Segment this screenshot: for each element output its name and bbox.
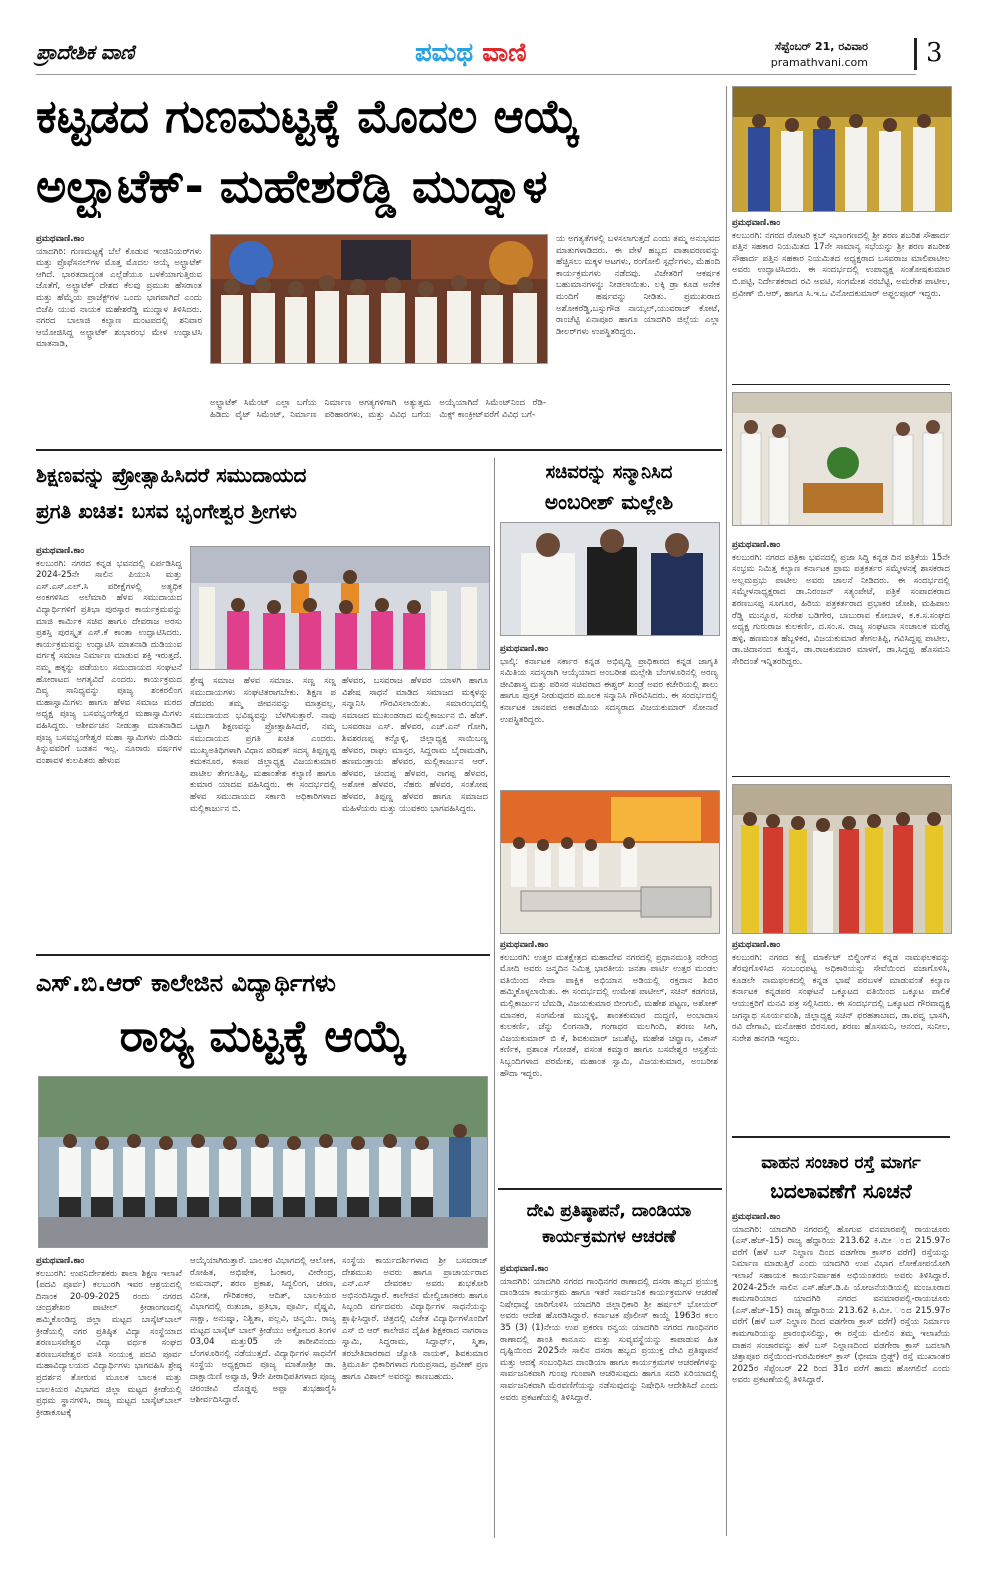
website-link[interactable]: pramathvani.com — [770, 56, 868, 69]
logo-part-1: ಪಮಥ — [415, 38, 474, 68]
traffic-article — [732, 1212, 950, 1530]
masthead-rule — [36, 74, 916, 75]
ambarish-article — [500, 644, 718, 780]
devi-headline-line-1: ದೇವಿ ಪ್ರತಿಷ್ಠಾಪನೆ, ದಾಂಡಿಯಾ — [526, 1201, 692, 1221]
sbr-text-col-2: ಆಯ್ಕೆಯಾಗಿರುತ್ತಾರೆ. ಬಾಲಕರ ವಿಭಾಗದಲ್ಲಿ ಆಲೋಕ, ರೋಹಿತ, ಅಭಿಷೇಕ, ಓಂಕಾರ, ವೀರೇಂದ್ರ, ಅಮನಾಥ್, ಶರಣ ಪ್ರಕಾಶ, ಸಿದ್ದಲಿಂಗ, ಚರಣ, ವಿನೀತ, ಗೌರಿಶಂಕರ, ಆದಿತ್, ಬಾಲಕಿಯರ ವಿಭಾಗದಲ್ಲಿ ರುತುಜಾ, ಪ್ರತಿಭಾ, ಪೂರ್ವಿ, ವೈಷ್ಣವಿ, ಸಾಕ್ಷಾ, ಅನುಷ್ಕಾ, ನಿಶ್ಚಿತಾ, ಪಲ್ಲವಿ, ಚಿನ್ಮಯಿ. ರಾಜ್ಯ ಮಟ್ಟದ ಬಾಸ್ಕೆಟ್ ಬಾಲ್ ಕ್ರೀಡೆಯು ಅಕ್ಟೋಬರ ತಿಂಗಳ 03,04 ಮತ್ತು05 ನೇ ತಾರೀಖಿನಂದು ಬೆಂಗಳೂರಿನಲ್ಲಿ ನಡೆಯುತ್ತದೆ. ವಿದ್ಯಾರ್ಥಿಗಳ ಸಾಧನೆಗೆ ಸಂಸ್ಥೆಯ ಅಧ್ಯಕ್ಷರಾದ ಪೂಜ್ಯ ಮಾತೋಶ್ರೀ ಡಾ. ದಾಕ್ಷಾಯಿಣಿ ಅವ್ವಾಜಿ, 9ನೇ ಪೀಠಾಧಿಪತಿಗಳಾದ ಪೂಜ್ಯ ಚಿರಂಜೀವಿ ದೊಡ್ಡಪ್ಪ ಅಪ್ಪಾ ಶುಭಹಾರೈಸಿ ಆಶೀರ್ವದಿಸಿದ್ದಾರೆ. — [190, 1256, 336, 1406]
page-number-divider — [914, 38, 917, 70]
kannada-photo[interactable] — [732, 784, 952, 934]
blood-donation-text: ಕಲಬುರಗಿ: ಉತ್ತರ ಮತಕ್ಷೇತ್ರದ ಮಹಾದೇವ ನಗರದಲ್ಲಿ ಪ್ರಧಾನಮಂತ್ರಿ ನರೇಂದ್ರ ಮೋದಿ ಅವರು ಜನ್ಮದಿನ ನಿಮಿತ್ತ ಭಾರತೀಯ ಜನತಾ ಪಾರ್ಟಿ ಉತ್ತರ ಮಂಡಲ ವತಿಯಿಂದ ಸೇವಾ ಪಾಕ್ಷಿಕ ಅಭಿಯಾನ ಅಡಿಯಲ್ಲಿ ರಕ್ತದಾನ ಶಿಬಿರ ಹಮ್ಮಿಕೊಳ್ಳಲಾಯಿತು. ಈ ಸಂದರ್ಭದಲ್ಲಿ ಉಮೇಶ ಪಾಟೀಲ್, ಸಚಿನ್ ಕಡಗಂಚಿ, ಮಲ್ಲಿಕಾರ್ಜುನ ಬೆಮಡಿ, ವಿಜಯಕುಮಾರ ಬೀಂಗುಲಿ, ಮಹೇಶ ಪಟ್ಟಣ, ಅಶೋಕ್ ಮಾನಕರ, ಸಂಗಮೇಶ ಮುನ್ನಳ್ಳಿ, ಶಾಂತಕುಮಾರ ದುದ್ದಣಿ, ಅಂಬಾದಾಸ ಕುಲಕರ್ಣಿ, ಚೆನ್ನು ಲಿಂಗನಾಡಿ, ಗಂಗಾಧರ ಮಲಗಿಂದಿ, ಶರಣು ಸೀಗಿ, ವಿಜಯಕುಮಾರ್ ಬಿ ಕೆ, ಶಿವಕುಮಾರ್ ಜಬಶೆಟ್ಟಿ, ಮಹೇಶ ಚವ್ಹಾಣ, ವಿಕಾಸ್ ಕರ್ಣಿಕ, ಪ್ರಶಾಂತ ಗೋಡಕೆ, ವಸಂತ ಕಮ್ಮಾರ ಹಾಗೂ ಬಸವೇಶ್ವರ ಆಸ್ಪತ್ರೆಯ ಸಿಬ್ಬಂದಿಗಳಾದ ಪರಮೇಶ, ಮಹಾಂತ ಸ್ವಾಮಿ, ವಿಜಯಕುಮಾರ, ಅಂಬರೀಶ ಹೌದಾ ಇದ್ದರು. — [500, 952, 718, 1079]
devi-text: ಯಾದಗಿರಿ: ಯಾದಗಿರಿ ನಗರದ ಗಾಂಧಿನಗರ ಠಾಣಾದಲ್ಲಿ ದಸರಾ ಹಬ್ಬದ ಪ್ರಯುಕ್ತ ದಾಂಡಿಯಾ ಕಾರ್ಯಕ್ರಮ ಹಾಗೂ ಇತರೆ ಸಾರ್ವಜನಿಕ ಕಾರ್ಯಕ್ರಮಗಳ ಆಚರಣೆ ನಿಷೇಧಾಜ್ಞೆ ಜಾರಿಗೊಳಿಸಿ ಯಾದಗಿರಿ ಜಿಲ್ಲಾಧಿಕಾರಿ ಶ್ರೀ ಹರ್ಷಲ್ ಭೋಯರ್ ಅವರು ಆದೇಶ ಹೊರಡಿಸಿದ್ದಾರೆ. ಕರ್ನಾಟಕ ಪೊಲೀಸ್ ಕಾಯ್ದೆ 1963ರ ಕಲಂ 35 (3) (1)ನೇಯ ಉಪ ಪ್ರಕರಣ ರನ್ವಯ ಯಾದಗಿರಿ ನಗರದ ಗಾಂಧಿನಗರ ಠಾಣಾದಲ್ಲಿ ಶಾಂತಿ ಕಾನೂನು ಮತ್ತು ಸುವ್ಯವಸ್ಥೆಯನ್ನು ಕಾಪಾಡುವ ಹಿತ ದೃಷ್ಟಿಯಿಂದ 2025ನೇ ಸಾಲಿನ ದಸರಾ ಹಬ್ಬದ ಪ್ರಯುಕ್ತ ದೇವಿ ಪ್ರತಿಷ್ಠಾಪನೆ ಮತ್ತು ಆದಕ್ಕೆ ಸಂಬಂಧಿಸಿದ ದಾಂಡಿಯಾ ಹಾಗೂ ಕಾರ್ಯಕ್ರಮಗಳ ಆಚರಣೆಗಳನ್ನು ಸಾರ್ವಜನಿಕವಾಗಿ ಗುಂಪು ಗುಂಪಾಗಿ ಆಚರಿಸುವುದು ಹಾಗೂ ಸದರಿ ಏರಿಯಾದಲ್ಲಿ ಸಾರ್ವಜನಿಕವಾಗಿ ಮೆರವಣಿಗೆಯನ್ನು ನಡೆಸುವುದನ್ನು ನಿಷೇಧಿಸಿ ಆದೇಶಿಸಿದೆ ಎಂದು ಅವರು ಪ್ರಕಟಣೆಯಲ್ಲಿ ತಿಳಿಸಿದ್ದಾರೆ. — [500, 1276, 718, 1403]
ambarish-photo[interactable] — [500, 522, 720, 636]
blood-donation-byline: ಪ್ರಮಥವಾಣಿ.ಕಾಂ — [500, 940, 549, 950]
education-bottom-rule — [36, 954, 490, 956]
education-headline-line-2: ಪ್ರಗತಿ ಖಚಿತ: ಬಸವ ಭೃಂಗೇಶ್ವರ ಶ್ರೀಗಳು — [36, 499, 297, 523]
kannada-bottom-rule — [732, 1136, 950, 1138]
column-divider-middle — [494, 458, 495, 1538]
lead-article-col-1 — [36, 234, 202, 438]
sbr-article-col-3 — [342, 1256, 488, 1532]
education-text-col-2: ಶ್ರೇಷ್ಠ ಸಮಾಜ ಹೆಳವ ಸಮಾಜ. ಸಣ್ಣ ಸಣ್ಣ ಸಮುದಾಯಗಳು ಸಂಘಟಿತರಾಗಬೇಕು. ಶಿಕ್ಷಣ ಪ ಡೆದವರು ತಮ್ಮ ಜೀವನವನ್ನು ಮಾತ್ರವಲ್ಲ, ಸಮುದಾಯದ ಭವಿಷ್ಯವನ್ನು ಬೆಳಗಿಸುತ್ತಾರೆ. ನಾವು ಒಟ್ಟಾಗಿ ಶಿಕ್ಷಣವನ್ನು ಪ್ರೋತ್ಸಾಹಿಸಿದರೆ, ನಮ್ಮ ಸಮುದಾಯದ ಪ್ರಗತಿ ಖಚಿತ ಎಂದರು. ಮುಖ್ಯಅತಿಥಿಗಳಾಗಿ ವಿಧಾನ ಪರಿಷತ್ ಸದಸ್ಯ ತಿಪ್ಪಣ್ಣಪ್ಪ ಕಮಕನೂರ, ಕಸಾಪ ಜಿಲ್ಲಾಧ್ಯಕ್ಷ ವಿಜಯಕುಮಾರ ಪಾಟೀಲ ತೇಗಲತಿಪ್ಪಿ, ಮಹಾಂತೇಶ ಕಲ್ಯಾಣಿ ಹಾಗೂ ಕುಮಾರ ಯಾದವ ವಹಿಸಿದ್ದರು. ಈ ಸಂದರ್ಭದಲ್ಲಿ ಹೆಳವ ಸಮುದಾಯದ ಸರ್ಕಾರಿ ಅಧಿಕಾರಿಗಳಾದ ಮಲ್ಲಿಕಾರ್ಜುನ ಬಿ. — [190, 676, 336, 814]
rotary-photo[interactable] — [732, 86, 952, 212]
lead-article-col-2 — [210, 398, 546, 438]
patrika-bottom-rule — [732, 776, 950, 777]
blood-donation-photo[interactable] — [500, 790, 720, 934]
blood-donation-bottom-rule — [498, 1188, 722, 1190]
column-divider-right — [726, 86, 727, 1536]
newspaper-logo[interactable] — [415, 38, 527, 69]
lead-photo[interactable] — [210, 234, 548, 364]
education-byline: ಪ್ರಮಥವಾಣಿ.ಕಾಂ — [36, 546, 85, 556]
sbr-headline-line-2: ರಾಜ್ಯ ಮಟ್ಟಕ್ಕೆ ಆಯ್ಕೆ — [119, 1011, 407, 1062]
patrika-photo[interactable] — [732, 392, 952, 526]
issue-date: ಸೆಪ್ಟೆಂಬರ್ 21, ರವಿವಾರ — [774, 40, 868, 53]
education-photo[interactable] — [190, 546, 490, 670]
sbr-text-col-1: ಕಲಬುರಗಿ: ಉಪನಿರ್ದೇಶಕರು ಶಾಲಾ ಶಿಕ್ಷಣ ಇಲಾಖೆ (ಪದವಿ ಪೂರ್ವ) ಕಲಬುರಗಿ ಇವರ ಆಶ್ರಯದಲ್ಲಿ ದಿನಾಂಕ 20-09-2025 ರಂದು ನಗರದ ಚಂದ್ರಶೇಖರ ಪಾಟೀಲ್ ಕ್ರೀಡಾಂಗಣದಲ್ಲಿ ಹಮ್ಮಿಕೊಂಡಿದ್ದ ಜಿಲ್ಲಾ ಮಟ್ಟದ ಬಾಸ್ಕೆಟ್‌ಬಾಲ್ ಕ್ರೀಡೆಯಲ್ಲಿ ನಗರ ಪ್ರತಿಷ್ಠಿತ ವಿದ್ಯಾ ಸಂಸ್ಥೆಯಾದ ಶರಣಬಸವೇಶ್ವರ ವಿದ್ಯಾ ವರ್ಧಕ ಸಂಘದ ಶರಣಬಸವೇಶ್ವರ ವಸತಿ ಸಂಯುಕ್ತ ಪದವಿ ಪೂರ್ವ ಮಹಾವಿದ್ಯಾಲಯದ ವಿದ್ಯಾರ್ಥಿಗಳು ಭಾಗವಹಿಸಿ ಶ್ರೇಷ್ಠ ಪ್ರದರ್ಶನ ತೋರುವ ಮೂಲಕ ಬಾಲಕ ಮತ್ತು ಬಾಲಕಿಯರ ವಿಭಾಗದ ಜಿಲ್ಲಾ ಮಟ್ಟದ ಕ್ರೀಡೆಯಲ್ಲಿ ಪ್ರಥಮ ಸ್ಥಾನಗಳಿಸಿ, ರಾಜ್ಯ ಮಟ್ಟದ ಬಾಸ್ಕೆಟ್‌ಬಾಲ್ ಕ್ರೀಡಾಕೂಟಕ್ಕೆ — [36, 1268, 182, 1418]
lead-byline: ಪ್ರಮಥವಾಣಿ.ಕಾಂ — [36, 234, 85, 244]
patrika-text: ಕಲಬುರಗಿ: ನಗರದ ಪತ್ರಿಕಾ ಭವನದಲ್ಲಿ ಪ್ರಜಾ ಸಿದ್ದಿ ಕನ್ನಡ ದಿನ ಪತ್ರಿಕೆಯ 15ನೇ ಸಂಭ್ರಮ ನಿಮಿತ್ತ ಕಲ್ಯಾಣ ಕರ್ನಾಟಕ ಪ್ರಾಮ ಪತ್ರಕರ್ತರ ಸಮ್ಮೇಳನಕ್ಕೆ ಶಾಸಕರಾದ ಅಲ್ಲಮಪ್ರಭು ಪಾಟೀಲ ಅವರು ಚಾಲನೆ ನೀಡಿದರು. ಈ ಸಂದರ್ಭದಲ್ಲಿ ಸಮ್ಮೇಳನಾಧ್ಯಕ್ಷರಾದ ಡಾ.ನಿರಂಜನ್ ಸತ್ಯಂಪೇಟೆ, ಪತ್ರಿಕೆ ಸಂಪಾದಕರಾದ ಶರಣಬಸಪ್ಪ ಸೂಗೂರ, ಹಿರಿಯ ಪತ್ರಕರ್ತರಾದ ಪ್ರಭಾಕರ ಜೋಶಿ, ಮಹಿಪಾಲ ರೆಡ್ಡಿ ಮುನ್ನೂರ, ಸುರೇಶ ಬಡಿಗೇರ, ಬಾಬುರಾವ ಕೋಬಾಳ, ಕ.ಕ.ಸ.ಸಂಘದ ಅಧ್ಯಕ್ಷ ಗುರುರಾಜ ಕುಲಕರ್ಣಿ, ದ.ಸಂ.ಸ. ರಾಜ್ಯ ಸಂಘಟನಾ ಸಂಚಾಲಕ ಮರೆಪ್ಪ ಹಳ್ಳಿ, ಹಣಮಂತ ಹೆಬ್ಬಳಿಕರ, ವಿಜಯಕುಮಾರ ತೇಗಲತಿಪ್ಪಿ, ಗವಿಸಿದ್ದಪ್ಪ ಪಾಟೀಲ, ಡಾ.ಚಿದಾನಂದ ಕುಡ್ಡನ, ಡಾ.ರಾಜಕುಮಾರ ಮಾಳಗೆ, ಡಾ.ಸಿದ್ದಪ್ಪ ಹೊಸಮನಿ ಸೇರಿದಂತೆ ಇನ್ನಿತರರಿದ್ದರು. — [732, 552, 950, 667]
lead-headline-line-2: ಅಲ್ಟ್ರಾಟೆಕ್- ಮಹೇಶರೆಡ್ಡಿ ಮುದ್ನಾಳ — [36, 159, 548, 213]
ambarish-headline-line-2: ಅಂಬರೀಶ್ ಮಲ್ಲೇಶಿ — [544, 490, 674, 514]
ambarish-text: ಭಾಲ್ಕಿ: ಕರ್ನಾಟಕ ಸರ್ಕಾರ ಕನ್ನಡ ಅಭಿವೃದ್ಧಿ ಪ್ರಾಧಿಕಾರದ ಕನ್ನಡ ಜಾಗೃತಿ ಸಮಿತಿಯ ಸದಸ್ಯರಾಗಿ ಆಯ್ಕೆಯಾದ ಅಂಬರೀಶ ಮಲ್ಲೇಶಿ ಬೆಂಗಳೂರಿನಲ್ಲಿ ಅರಣ್ಯ ಜೀವಿಶಾಸ್ತ್ರ ಮತ್ತು ಪರಿಸರ ಸಚಿವರಾದ ಈಶ್ವರ್ ಖಂಡ್ರೆ ಅವರ ಕಚೇರಿಯಲ್ಲಿ ಶಾಲು ಹಾಗೂ ಪುಸ್ತಕ ನೀಡುವುದರ ಮೂಲಕ ಸನ್ಮಾನಿಸಿ ಗೌರವಿಸಿದರು. ಈ ಸಂದರ್ಭದಲ್ಲಿ ಕರ್ನಾಟಕ ಜಾನಪದ ಅಕಾಡೆಮಿಯ ಸದಸ್ಯರಾದ ವಿಜಯಕುಮಾರ್ ಸೋನಾರೆ ಉಪಸ್ಥಿತರಿದ್ದರು. — [500, 656, 718, 725]
rotary-byline: ಪ್ರಮಥವಾಣಿ.ಕಾಂ — [732, 218, 781, 228]
devi-article — [500, 1264, 718, 1532]
kannada-byline: ಪ್ರಮಥವಾಣಿ.ಕಾಂ — [732, 940, 781, 950]
page-number: 3 — [926, 38, 943, 68]
rotary-article — [732, 218, 950, 380]
logo-part-2: ವಾಣಿ — [482, 38, 527, 68]
traffic-text: ಯಾದಗಿರಿ: ಯಾದಗಿರಿ ನಗರದಲ್ಲಿ ಹೊಗುವ ವನಮಾರಪಲ್ಲಿ ರಾಯಚೂರು (ಎಸ್.ಹೆಚ್-15) ರಾಜ್ಯ ಹೆದ್ದಾರಿಯ 213.62 ಕಿ.ಮೀ ಂದ 215.97ರ ವರೆಗೆ (ಹಳೆ ಬಸ್ ನಿಲ್ದಾಣ ದಿಂದ ವಡಗೇರಾ ಕ್ರಾಸ್‌ರ ವರೆಗೆ) ರಸ್ತೆಯನ್ನು ನಿರ್ಮಾಣ ಮಾಡುತ್ತಿರೆ ಎಂದು ಯಾದಗಿರಿ ಉಪ ವಿಭಾಗ ಲೋಕೋಪಯೋಗಿ ಇಲಾಖೆ ಸಹಾಯಕ ಕಾರ್ಯನಿರ್ವಾಹಕ ಅಭಿಯಂತರರು ಅವರು ತಿಳಿಸಿದ್ದಾರೆ. 2024-25ನೇ ಸಾಲಿನ ಎಸ್.ಹೆಚ್.ಡಿ.ಪಿ ಯೋಜನೆಯಡಿಯಲ್ಲಿ ಮಂಜೂರಾದ ಕಾಮಗಾರಿಯಾದ ಯಾದಗಿರಿ ನಗರದ ವನಮಾರಪಲ್ಲಿ-ರಾಯಚೂರು (ಎಸ್.ಹೆಚ್-15) ರಾಜ್ಯ ಹೆದ್ದಾರಿಯ 213.62 ಕಿ.ಮೀ. ಂದ 215.97ರ ವರೆಗೆ (ಹಳೆ ಬಸ್ ನಿಲ್ದಾಣ ದಿಂದ ವಡಗೇರಾ ಕ್ರಾಸ್ ವರೆಗೆ) ರಸ್ತೆಯ ನಿರ್ಮಾಣ ಕಾಮಗಾರಿಯನ್ನು ಪ್ರಾರಂಭಿಸಲಿದ್ದು, ಈ ರಸ್ತೆಯ ಮೇಲಿನ ತಮ್ಮ ಇಲಾಖೆಯ ವಾಹನ ಸಂಚಾರವನ್ನು ಹಳೆ ಬಸ್ ನಿಲ್ದಾಣದಿಂದ ವಡಗೇರಾ ಕ್ರಾಸ್ ಬದಲಾಗಿ ಚಿತ್ತಾಪೂರ ರಸ್ತೆಯಿಂದ-ಗುರಮಿಠಕಲ್ ಕ್ರಾಸ್ (ಭೀಮಾ ಬ್ರಿಡ್ಜ್) ರಸ್ತೆ ಮುಖಾಂತರ 2025ರ ಸೆಪ್ಟೆಂಬರ್ 22 ರಿಂದ 31ರ ವರೆಗೆ ಹಾದು ಹೋಗಲಿದೆ ಎಂದು ಅವರು ಪ್ರಕಟಣೆಯಲ್ಲಿ ತಿಳಿಸಿದ್ದಾರೆ. — [732, 1224, 950, 1386]
rotary-bottom-rule — [732, 384, 950, 385]
lead-article-col-3 — [556, 234, 720, 438]
sbr-article-col-2 — [190, 1256, 336, 1532]
lead-headline-line-1: ಕಟ್ಟಡದ ಗುಣಮಟ್ಟಕ್ಕೆ ಮೊದಲ ಆಯ್ಕೆ — [36, 89, 580, 143]
patrika-article — [732, 540, 950, 772]
kannada-text: ಕಲಬುರಗಿ: ನಗರದ ಕಣ್ಣಿ ಮಾರ್ಕೆಟ್ ಬಿಲ್ಡಿಂಗ್‌ನ ಕನ್ನಡ ನಾಮಫಲಕವನ್ನು ತೆರವುಗೊಳಿಸಿದ ಸಂಬಂಧಪಟ್ಟ ಅಧಿಕಾರಿಯನ್ನು ಸೇವೆಯಿಂದ ವಜಾಗೊಳಿಸಿ, ಕೂಡಲೇ ನಾಮಫಲಕದಲ್ಲಿ ಕನ್ನಡ ಭಾಷೆ ಪರಬಳಕೆ ಮಾಡುವಂತೆ ಕಲ್ಯಾಣ ಕರ್ನಾಟಕ ಕನ್ನಡಪರ ಸಂಘಟನೆ ಒಕ್ಕೂಟದ ವತಿಯಿಂದ ಒಕ್ಕೂಟ ಪಾಲಿಕೆ ಆಯುಕ್ತರಿಗೆ ಮನವಿ ಪತ್ರ ಸಲ್ಲಿಸಿದರು. ಈ ಸಂದರ್ಭದಲ್ಲಿ ಒಕ್ಕೂಟದ ಗೌರವಾಧ್ಯಕ್ಷ ಜಗನ್ನಾಥ ಸೂರ್ಯವಂಶಿ, ಜಿಲ್ಲಾಧ್ಯಕ್ಷ ಸಚಿನ್ ಫರಹತಾಬಾದ, ಡಾ.ಪವ್ವ ಭಾಸಗಿ, ರವಿ ದೇಗಾವಿ, ಮನೋಹರ ಬಿರನೂರ, ಶರಣು ಹೊಸಮನಿ, ಆನಂದ, ಸುನೀಲ, ಸುರೇಶ ಹನಗಡಿ ಇದ್ದರು. — [732, 952, 950, 1044]
kannada-article — [732, 940, 950, 1120]
sbr-article-col-1 — [36, 1256, 182, 1532]
education-text-col-1: ಕಲಬುರಗಿ: ನಗರದ ಕನ್ನಡ ಭವನದಲ್ಲಿ ಏರ್ಪಡಿಸಿದ್ದ 2024-25ನೇ ಸಾಲಿನ ಪಿಯುಸಿ ಮತ್ತು ಎಸ್.ಎಸ್.ಎಲ್.ಸಿ ಪರೀಕ್ಷೆಗಳಲ್ಲಿ ಅತ್ಯಧಿಕ ಅಂಕಗಳಿಸಿದ ಅಲೆಮಾರಿ ಹೆಳವ ಸಮುದಾಯದ ವಿದ್ಯಾರ್ಥಿಗಳಿಗೆ ಪ್ರತಿಭಾ ಪುರಸ್ಕಾರ ಕಾರ್ಯಕ್ರಮವನ್ನು ಮಾಜಿ ಕಾರ್ಮಿಕ ಸಚಿವ ಹಾಗೂ ದೇವರಾಜ ಅರಸು ಪ್ರಶಸ್ತಿ ಪುರಸ್ಕೃತ ಎಸ್.ಕೆ ಕಾಂತಾ ಉದ್ಘಾಟಿಸಿದರು. ಕಾರ್ಯಕ್ರಮವನ್ನು ಉದ್ಘಾಟಿಸಿ ಮಾತನಾಡಿ ದುಡಿಯುವ ವರ್ಗಕ್ಕೆ ಸಮಾಜ ನಿರ್ಮಾಣ ಮಾಡುವ ಶಕ್ತಿ ಇರುತ್ತದೆ. ನಮ್ಮ ಹಕ್ಕನ್ನು ಪಡೆಯಲು ಸಮುದಾಯದ ಸಂಘಟನೆ ಹೋರಾಟದ ಅಗತ್ಯವಿದೆ ಎಂದರು. ಕಾರ್ಯಕ್ರಮದ ದಿವ್ಯ ಸಾನಿಧ್ಯವನ್ನು ಪೂಜ್ಯ ಶಂಕರಲಿಂಗ ಮಹಾಸ್ವಾಮಿಗಳು ಹಾಗೂ ಹೆಳವ ಸಮಾಜ ಮಠದ ಅಧ್ಯಕ್ಷ ಪೂಜ್ಯ ಬಸವಭೃಂಗೇಶ್ವರ ಮಹಾಸ್ವಾಮಿಗಳು ವಹಿಸಿದ್ದರು. ಆಶೀರ್ವಚನ ನೀಡುತ್ತಾ ಮಾತನಾಡಿದ ಪೂಜ್ಯ ಬಸವಭೃಂಗೇಶ್ವರ ಮಹಾ ಸ್ವಾಮಿಗಳು ದುಡಿದು ತಿನ್ನುವವರಿಗೆ ಬಡತನ ಇಲ್ಲ. ನೂರಾರು ವರ್ಷಗಳ ವಂಶಾವಳಿ ಕುಲಪಿತರು ಹೇಳುವ — [36, 558, 182, 766]
education-article-col-1 — [36, 546, 182, 942]
education-text-col-3: ಹೆಳವರ, ಬಸವರಾಜ ಹೆಳವರ ಯಾಳಗಿ ಹಾಗೂ ವಿಶೇಷ ಸಾಧನೆ ಮಾಡಿದ ಸಮಾಜದ ಮಕ್ಕಳನ್ನು ಸನ್ಮಾನಿಸಿ ಗೌರವಿಸಲಾಯಿತು. ಸಮಾರಂಭದಲ್ಲಿ ಸಮಾಜದ ಮುಖಂಡರಾದ ಮಲ್ಲಿಕಾರ್ಜುನ ಬಿ. ಹೆಚ್. ಬಸವರಾಜ ಎಸ್. ಹೆಳವರ, ಎಚ್.ಎನ್ ಗೋಗಿ, ಶಿವಶರಣಪ್ಪ ಕನ್ನೊಳ್ಳಿ, ಜಿಲ್ಲಾಧ್ಯಕ್ಷ ಸಾಯಿಬಣ್ಣ ಹೆಳವರ, ರಾಘು ಮಾಸ್ತರ, ಸಿದ್ದರಾಮ ಬೈರಾಮಡಗಿ, ಹಣಮಂತ್ರಾಯ ಹೆಳವರ, ಮಲ್ಲಿಕಾರ್ಜುನ ಆರ್. ಹೆಳವರ, ಚಂದಪ್ಪ ಹೆಳವರ, ನಾಗಪ್ಪ ಹೆಳವರ, ಅಶೋಕ ಹೆಳವರ, ನೆಹರು ಹೆಳವರ, ಸಂತೋಷ ಹೆಳವರ, ತಿಪ್ಪಣ್ಣ ಹೆಳವರ ಹಾಗೂ ಸಮಾಜದ ಮಹಿಳೆಯರು ಮತ್ತು ಯುವಕರು ಭಾಗವಹಿಸಿದ್ದರು. — [342, 676, 488, 814]
sbr-byline: ಪ್ರಮಥವಾಣಿ.ಕಾಂ — [36, 1256, 85, 1266]
sbr-team-photo[interactable] — [38, 1076, 488, 1248]
lead-text-col-1: ಯಾದಗಿರಿ: ಗುಣಮಟ್ಟಕ್ಕೆ ಬೆಲೆ ಕೊಡುವ ಇಂಜಿನಿಯರ್‌ಗಳು ಮತ್ತು ಪ್ರೊಫೆಸನಲ್‌ಗಳ ಮೊತ್ತ ಮೊದಲ ಆಯ್ಕೆ ಅಲ್ಟ್ರಾಟೆಕ್ ಆಗಿದೆ. ಭಾರತದಾದ್ಯಂತ ಎಲ್ಲೆಡೆಯೂ ಬಳಕೆಯಾಗುತ್ತಿರುವ ಜೊತೆಗೆ, ಅಲ್ಟ್ರಾಟೆಕ್ ದೇಶದ ಕೆಲವು ಪ್ರಮುಖ ಹೆಸರಾಂತ ಮತ್ತು ಹೆಮ್ಮೆಯ ಪ್ರಾಜೆಕ್ಟ್‌ಗಳ ಒಂದು ಭಾಗವಾಗಿದೆ ಎಂದು ಬಿಜೆಪಿ ಯುವ ನಾಯಕ ಮಹೇಶರೆಡ್ಡಿ ಮುದ್ನಾಳ ತಿಳಿಸಿದರು. ನಗರದ ಬಾಲಾಜಿ ಕಲ್ಯಾಣ ಮಂಟಪದಲ್ಲಿ ಶನಿವಾರ ಆಯೋಜಿಸಿದ್ದ ಅಲ್ಟ್ರಾಟೆಕ್ ಶುಭಾರಂಭ ಮೇಳ ಉದ್ಘಾಟಿಸಿ ಮಾತನಾಡಿ, — [36, 246, 202, 350]
devi-headline-line-2: ಕಾರ್ಯಕ್ರಮಗಳ ಆಚರಣೆ — [542, 1227, 676, 1247]
education-article-col-2 — [190, 676, 336, 942]
sbr-text-col-3: ಸಂಸ್ಥೆಯ ಕಾರ್ಯದರ್ಶಿಗಳಾದ ಶ್ರೀ ಬಸವರಾಜ್ ದೇಶಮುಖ ಅವರು ಹಾಗೂ ಪ್ರಾಚಾರ್ಯರಾದ ಎನ್.ಎಸ್ ದೇವರಕಲ ಅವರು ಶುಭಕೋರಿ ಅಭಿನಂದಿಸಿದ್ದಾರೆ. ಕಾಲೇಜಿನ ಮೇಲ್ವಿಚಾರಕರು ಹಾಗೂ ಸಿಬ್ಬಂದಿ ವರ್ಗದವರು ವಿದ್ಯಾರ್ಥಿಗಳ ಸಾಧನೆಯನ್ನು ಶ್ಲಾಘಿಸಿದ್ದಾರೆ. ಚಿತ್ರದಲ್ಲಿ ವಿಜೇತ ವಿದ್ಯಾರ್ಥಿಗಳೊಂದಿಗೆ ಎಸ್ ಬಿ ಆರ್ ಕಾಲೇಜಿನ ದೈಹಿಕ ಶಿಕ್ಷಕರಾದ ನಾಗರಾಜ ಸ್ವಾಮಿ, ಸಿದ್ದರಾಮ, ಸಿದ್ದಾರ್ಥ್, ಸ್ಮಿತಾ, ತರಬೇತಿದಾರರಾದ ಜ್ಯೋತಿ ನಾಯಕ್, ಶಿವಕುಮಾರ ತ್ರಿಮೂರ್ತಿ ಭಿಕಾರಿಗಳಾದ ಗುರುಪ್ರಸಾದ, ಪ್ರವೀಣ್ ಪ್ರಣ ಹಾಗೂ ವಿಶಾಲ್ ಅವರನ್ನು ಕಾಣಬಹುದು. — [342, 1256, 488, 1382]
devi-byline: ಪ್ರಮಥವಾಣಿ.ಕಾಂ — [500, 1264, 549, 1274]
lead-bottom-rule — [36, 449, 722, 451]
lead-text-col-3: ಯ ಅಗತ್ಯತೆಗಳಲ್ಲಿ ಬಳಸಲಾಗುತ್ತದೆ ಎಂದು ತಮ್ಮ ಅನುಭವದ ಮಾತುಗಳಾಡಿದರು. ಈ ವೇಳೆ ಹಬ್ಬದ ವಾತಾವರಣವನ್ನು ಹೆಚ್ಚಿಸಲು ಮಕ್ಕಳ ಆಟಗಳು, ರಂಗೋಲಿ ಸ್ಪರ್ಧೆಗಳು, ಮೆಹಂದಿ ಕಾರ್ಯಕ್ರಮಗಳು ನಡೆದವು. ವಿಜೇತರಿಗೆ ಆಕರ್ಷಕ ಬಹುಮಾನಗಳನ್ನು ನೀಡಲಾಯಿತು. ಲಕ್ಕಿ ಡ್ರಾ ಕೂಡ ಅನೇಕ ಮಂದಿಗೆ ಹರ್ಷವನ್ನು ನೀಡಿತು. ಪ್ರಮುಖರಾದ ಅಶೋಕರೆಡ್ಡಿ,ಬಸ್ಸುಗೌಡ ನಾಯ್ಕಲ್,ಯುವರಾಜ್ ಕೋಟೆ, ರಾಂಚೆಟ್ಟಿ ಏನಾಪೂರ ಹಾಗೂ ಯಾದಗಿರಿ ಜಿಲ್ಲೆಯ ಎಲ್ಲಾ ಡೀಲರ್‌ಗಳು ಉಪಸ್ಥಿತರಿದ್ದರು. — [556, 234, 720, 337]
traffic-headline-line-1: ವಾಹನ ಸಂಚಾರ ರಸ್ತೆ ಮಾರ್ಗ — [761, 1153, 921, 1173]
ambarish-byline: ಪ್ರಮಥವಾಣಿ.ಕಾಂ — [500, 644, 549, 654]
blood-donation-article — [500, 940, 718, 1174]
ambarish-headline-line-1: ಸಚಿವರನ್ನು ಸನ್ಮಾನಿಸಿದ — [545, 462, 673, 483]
sbr-headline-line-1: ಎಸ್.ಬಿ.ಆರ್ ಕಾಲೇಜಿನ ವಿದ್ಯಾರ್ಥಿಗಳು — [36, 969, 336, 997]
traffic-byline: ಪ್ರಮಥವಾಣಿ.ಕಾಂ — [732, 1212, 781, 1222]
education-article-col-3 — [342, 676, 488, 942]
section-title: ಪ್ರಾದೇಶಿಕ ವಾಣಿ — [36, 40, 134, 64]
education-headline-line-1: ಶಿಕ್ಷಣವನ್ನು ಪ್ರೋತ್ಸಾಹಿಸಿದರೆ ಸಮುದಾಯದ — [36, 463, 307, 487]
traffic-headline-line-2: ಬದಲಾವಣೆಗೆ ಸೂಚನೆ — [770, 1179, 912, 1203]
patrika-byline: ಪ್ರಮಥವಾಣಿ.ಕಾಂ — [732, 540, 781, 550]
lead-text-col-2: ಅಲ್ಟ್ರಾಟೆಕ್ ಸಿಮೆಂಟ್ ಎಲ್ಲಾ ಬಗೆಯ ಹಿಡಿದು ವೈಟ್ ಸಿಮೆಂಟ್, ನಿರ್ಮಾಣ ನಿರ್ಮಾಣ ಅಗತ್ಯಗಳಿಗಾಗಿ ಅತ್ಯುತ್ತಮ ಪರಿಹಾರಗಳು, ಮತ್ತು ವಿವಿಧ ಬಗೆಯ ಅಯ್ಕೆಯಾಗಿದೆ ಸಿಮೆಂಟ್‌ನಿಂದ ರೆಡಿ-ಮಿಕ್ಸ್ ಕಾಂಕ್ರೀಟ್‌ವರೆಗೆ ವಿವಿಧ ಬಗೆ- — [210, 398, 546, 420]
rotary-text: ಕಲಬುರಗಿ: ನಗರದ ರೋಟರಿ ಕ್ಲಬ್ ಸಭಾಂಗಣದಲ್ಲಿ ಶ್ರೀ ಶರಣ ಶಬರಿಶ ಸೌಹಾರ್ದ ಪತ್ತಿನ ಸಹಕಾರ ನಿಯಮಿತದ 17ನೇ ಸಾಮಾನ್ಯ ಸಭೆಯನ್ನು ಶ್ರೀ ಶರಣ ಶಬರೀಶ ಸೌಹಾರ್ದ ಪತ್ತಿನ ಸಹಕಾರ ನಿಯಮಿತದ ಅಧ್ಯಕ್ಷರಾದ ಬಸವರಾಜ ಮಾಲಿಪಾಟೀಲ ಅವರು ಉದ್ಘಾಟಿಸಿದರು. ಈ ಸಂದರ್ಭದಲ್ಲಿ ಉಪಾಧ್ಯಕ್ಷ ಸಂತೋಷಕುಮಾರ ಬಿ.ಪಟ್ಟಿ, ನಿರ್ದೇಶಕರಾದ ರವಿ ಅವಟಿ, ಸಂಗಮೇಶ ನರಬೆಟ್ಟಿ, ಅಮರೇಶ ಪಾಟೀಲ, ಪ್ರವೀಣ್ ಬಿ.ಆರ್, ಹಾಗೂ ಸಿ.ಇ.ಒ ವಿನೋದಕುಮಾರ್ ಅಫ್ಜಲಪೂರ್ ಇದ್ದರು. — [732, 230, 950, 299]
